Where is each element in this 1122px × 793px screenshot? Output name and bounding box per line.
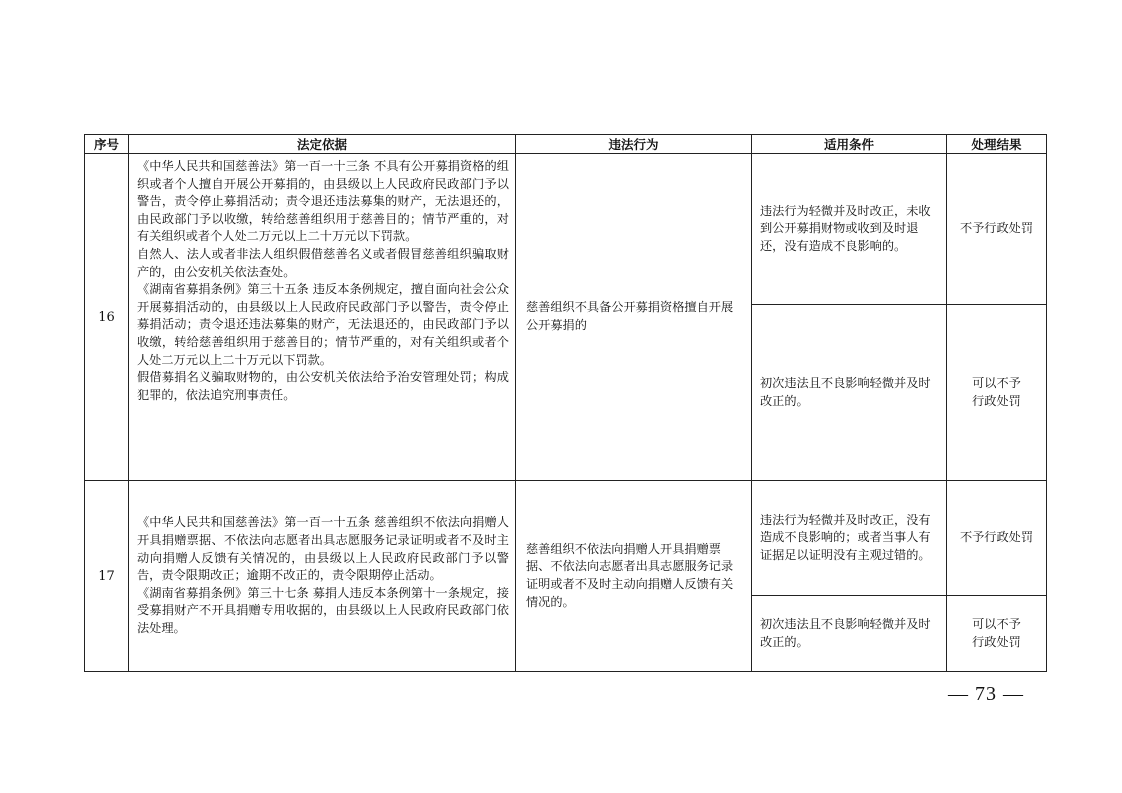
result-cell <box>947 596 1047 672</box>
header-result: 处理结果 <box>947 135 1047 154</box>
basis-paragraph: 《湖南省募捐条例》第三十五条 违反本条例规定，擅自面向社会公众开展募捐活动的，由县级以上人民政府民政部门予以警告，责令停止募捐活动；责令退还违法募集的财产，无法退还的，由民政部门予以收缴，转给慈善组织用于慈善目的；情节严重的，对有关组织或者个人处二万元以上二十万元以下罚款。 <box>137 282 509 367</box>
header-violation: 违法行为 <box>516 135 752 154</box>
header-number: 序号 <box>85 135 129 154</box>
legal-basis-cell <box>129 154 516 481</box>
condition-cell: 违法行为轻微并及时改正，没有造成不良影响的；或者当事人有证据足以证明没有主观过错的。 <box>752 481 947 596</box>
violation-text: 慈善组织不具备公开募捐资格擅自开展公开募捐的 <box>526 300 734 332</box>
table-row <box>85 481 1047 596</box>
row-number: 17 <box>85 481 129 672</box>
condition-cell: 初次违法且不良影响轻微并及时改正的。 <box>752 305 947 481</box>
result-cell: 不予行政处罚 <box>947 154 1047 305</box>
basis-paragraph: 《中华人民共和国慈善法》第一百一十三条 不具有公开募捐资格的组织或者个人擅自开展公开募捐的，由县级以上人民政府民政部门予以警告，责令停止募捐活动；责令退还违法募集的财产，无法退还的，由民政部门予以收缴，转给慈善组织用于慈善目的；情节严重的，对有关组织或者个人处二万元以上二十万元以下罚款。 <box>137 159 509 244</box>
table-row <box>85 154 1047 305</box>
page-number: — 73 — <box>948 683 1024 705</box>
violation-cell <box>516 154 752 481</box>
result-text: 可以不予行政处罚 <box>972 375 1021 408</box>
header-conditions: 适用条件 <box>752 135 947 154</box>
header-legal-basis: 法定依据 <box>129 135 516 154</box>
basis-paragraph: 《中华人民共和国慈善法》第一百一十五条 慈善组织不依法向捐赠人开具捐赠票据、不依法向志愿者出具志愿服务记录证明或者不及时主动向捐赠人反馈有关情况的，由县级以上人民政府民政部门予以警告，责令限期改正；逾期不改正的，责令限期停止活动。 <box>137 515 509 583</box>
table-header-row <box>85 135 1047 154</box>
penalty-exemption-table <box>84 134 1047 672</box>
result-cell <box>947 305 1047 481</box>
basis-paragraph: 自然人、法人或者非法人组织假借慈善名义或者假冒慈善组织骗取财产的，由公安机关依法查处。 <box>137 246 509 279</box>
legal-basis-cell <box>129 481 516 672</box>
condition-cell: 初次违法且不良影响轻微并及时改正的。 <box>752 596 947 672</box>
result-text: 可以不予行政处罚 <box>972 616 1021 649</box>
result-cell: 不予行政处罚 <box>947 481 1047 596</box>
violation-cell <box>516 481 752 672</box>
basis-paragraph: 假借募捐名义骗取财物的，由公安机关依法给予治安管理处罚；构成犯罪的，依法追究刑事责任。 <box>137 370 509 402</box>
condition-cell: 违法行为轻微并及时改正，未收到公开募捐财物或收到及时退还，没有造成不良影响的。 <box>752 154 947 305</box>
violation-text: 慈善组织不依法向捐赠人开具捐赠票据、不依法向志愿者出具志愿服务记录证明或者不及时主动向捐赠人反馈有关情况的。 <box>526 541 734 609</box>
basis-paragraph: 《湖南省募捐条例》第三十七条 募捐人违反本条例第十一条规定，接受募捐财产不开具捐赠专用收据的，由县级以上人民政府民政部门依法处理。 <box>137 585 509 635</box>
row-number: 16 <box>85 154 129 481</box>
